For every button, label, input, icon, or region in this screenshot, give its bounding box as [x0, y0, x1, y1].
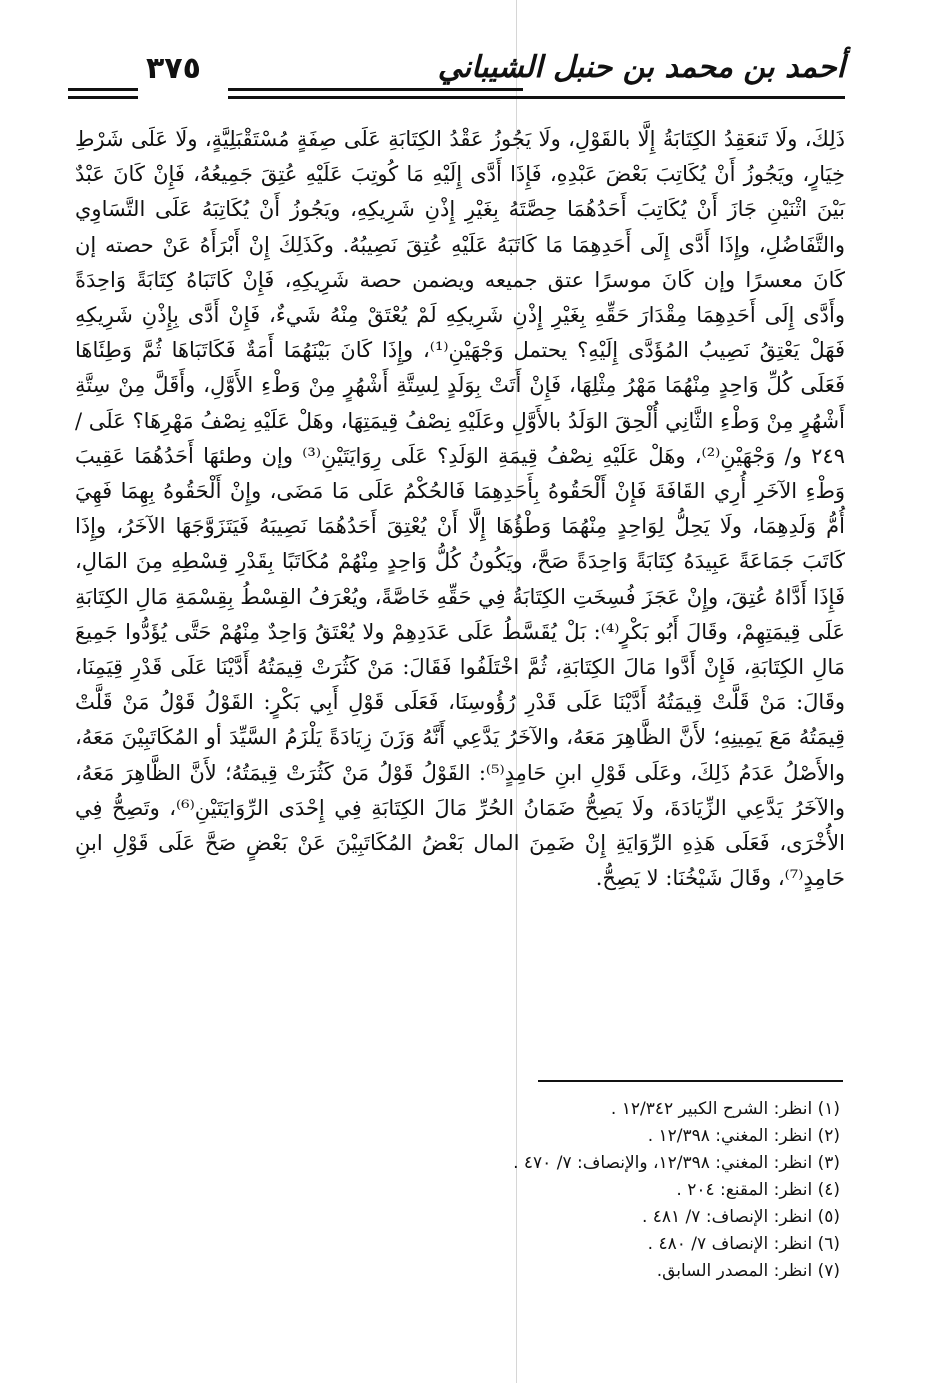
- header-rule-upper: [228, 88, 523, 91]
- footnote-6: (٦) انظر: الإنصاف ٧/ ٤٨٠ .: [647, 1234, 840, 1254]
- header-rule-left-lower: [68, 96, 138, 99]
- main-text-block: [75, 122, 845, 896]
- footnote-1: (١) انظر: الشرح الكبير ١٢/٣٤٢ .: [610, 1099, 840, 1119]
- footnote-separator: [538, 1080, 843, 1082]
- footnote-5: (٥) انظر: الإنصاف: ٧/ ٤٨١ .: [641, 1207, 840, 1227]
- footnote-2: (٢) انظر: المغني: ١٢/٣٩٨ .: [647, 1126, 840, 1146]
- footnote-7: (٧) انظر: المصدر السابق.: [656, 1261, 840, 1281]
- main-paragraph: ذَلِكَ، ولَا تَنعَقِدُ الكِتَابَةُ إِلَّا بالقَوْلِ، ولَا يَجُوزُ عَقْدُ الكِتَابَةِ عَلَى صِفَةٍ مُسْتَقْبَلِيَّةٍ، ولَا عَلَى شَرْطِ خِيَارٍ، ويَجُوزُ أَنْ يُكَاتِبَ بَعْضَ عَبْدِهِ، فَإِذَا أَدَّى إِلَيْهِ مَا كُوتِبَ عَلَيْهِ عُتِقَ جَمِيعُهُ، فَإِنْ كَانَ عَبْدٌ بَيْنَ اثْنَيْنِ جَازَ أَنْ يُكَاتِبَ أَحَدُهُمَا حِصَّتَهُ بِغَيْرِ إِذْنِ شَرِيكِهِ، ويَجُوزُ أَنْ يُكَاتِبَهُ عَلَى التَّسَاوِي والتَّفَاضُلِ، وإِذَا أَدَّى إِلَى أَحَدِهِمَا مَا كَاتَبَهُ عَلَيْهِ عُتِقَ نَصِيبُهُ. وكَذَلِكَ إِنْ أَبْرَأَهُ عَنْ حصته إن كَانَ معسرًا وإن كَانَ موسرًا عتق جميعه ويضمن حصة شَرِيكِهِ، فَإِنْ كَاتَبَاهُ كِتَابَةً وَاحِدَةً وأَدَّى إِلَى أَحَدِهِمَا مِقْدَارَ حَقِّهِ بِغَيْرِ إِذْنِ شَرِيكِهِ لَمْ يُعْتَقْ مِنْهُ شَيءٌ، فَإِنْ أَدَّى بِإِذْنِ شَرِيكِهِ فَهَلْ يَعْتِقُ نَصِيبُ المُؤَدَّى إِلَيْهِ؟ يحتمل وَجْهَيْنِ⁽¹⁾، وإِذَا كَانَ بَيْنَهُمَا أَمَةٌ فَكَاتَبَاهَا ثُمَّ وَطِئَاهَا فَعَلَى كُلِّ وَاحِدٍ مِنْهُمَا مَهْرُ مِثْلِهَا، فَإِنْ أَتَتْ بِوَلَدٍ لِسِتَّةِ أَشْهُرٍ مِنْ وَطْءِ الأَوَّلِ، وأَقَلَّ مِنْ سِتَّةِ أَشْهُرٍ مِنْ وَطْءِ الثَّانِي أُلْحِقَ الوَلَدُ بالأَوَّلِ وعَلَيْهِ نِصْفُ قِيمَتِهَا، وهَلْ عَلَيْهِ نِصْفُ مَهْرِهَا؟ عَلَى / ٢٤٩ و/ وَجْهَيْنِ⁽²⁾، وهَلْ عَلَيْهِ نِصْفُ قِيمَةِ الوَلَدِ؟ عَلَى رِوَايَتَيْنِ⁽³⁾ وإن وطئهَا أَحَدُهُمَا عَقِيبَ وَطْءِ الآخَرِ أُرِي القَافَةَ فَإِنْ أَلْحَقُوهُ بِأَحَدِهِمَا فَالحُكْمُ عَلَى مَا مَضَى، وإِنْ أَلْحَقُوهُ بِهِمَا فَهِيَ أُمُّ وَلَدِهِمَا، ولَا يَحِلُّ لِوَاحِدٍ مِنْهُمَا وَطْؤُهَا إِلَّا أَنْ يُعْتِقَ أَحَدُهُمَا نَصِيبَهُ فَيَتَزَوَّجَهَا الآخَرُ، وإِذَا كَاتَبَ جَمَاعَةً عَبِيدَهُ كِتَابَةً وَاحِدَةً صَحَّ، ويَكُونُ كُلُّ وَاحِدٍ مِنْهُمْ مُكَاتَبًا بِقَدْرِ قِسْطِهِ مِنَ المَالِ، فَإِذَا أَدَّاهُ عُتِقَ، وإِنْ عَجَزَ فُسِخَتِ الكِتَابَةُ فِي حَقِّهِ خَاصَّةً، ويُعْرَفُ القِسْطُ بِقِسْمَةِ مَالِ الكِتَابَةِ عَلَى قِيمَتِهِمْ، وقَالَ أَبُو بَكْرٍ⁽⁴⁾: بَلْ يُقَسَّطُ عَلَى عَدَدِهِمْ ولا يُعْتَقُ وَاحِدٌ مِنْهُمْ حَتَّى يُؤَدُّوا جَمِيعَ مَالِ الكِتَابَةِ، فَإِنْ أَدَّوا مَالَ الكِتَابَةِ، ثُمَّ اخْتَلَفُوا فَقَالَ: مَنْ كَثُرَتْ قِيمَتُهُ أَدَّيْنَا عَلَى قَدْرِ قِيَمِنَا، وقَالَ: مَنْ قَلَّتْ قِيمَتُهُ أَدَّيْنَا عَلَى قَدْرِ رُؤُوسِنَا، فَعَلَى قَوْلِ أَبِي بَكْرٍ: القَوْلُ قَوْلُ مَنْ قَلَّتْ قِيمَتُهُ مَعَ يَمِينِهِ؛ لأَنَّ الظَّاهِرَ مَعَهُ، والآخَرُ يَدَّعِي أَنَّهُ وَزَنَ زِيَادَةً يَلْزَمُ السَّيِّدَ أو المُكَاتَبِيْنَ مَعَهُ، والأَصْلُ عَدَمُ ذَلِكَ، وعَلَى قَوْلِ ابنِ حَامِدٍ⁽⁵⁾: القَوْلُ قَوْلُ مَنْ كَثُرَتْ قِيمَتُهُ؛ لأَنَّ الظَّاهِرَ مَعَهُ، والآخَرُ يَدَّعِي الزِّيَادَةَ، ولَا يَصِحُّ ضَمَانُ الحُرِّ مَالَ الكِتَابَةِ فِي إِحْدَى الرِّوَايَتَيْنِ⁽⁶⁾، وتَصِحُّ فِي الأُخْرَى، فَعَلَى هَذِهِ الرِّوَايَةِ إِنْ ضَمِنَ المال بَعْضُ المُكَاتَبِيْنَ عَنْ بَعْضٍ صَحَّ عَلَى قَوْلِ ابنِ حَامِدٍ⁽⁷⁾، وقَالَ شَيْخُنَا: لا يَصِحُّ.: [75, 127, 845, 891]
- header-rule-left-upper: [68, 88, 138, 91]
- page-number: ٣٧٥: [146, 51, 201, 86]
- header-rule-lower: [228, 96, 845, 99]
- header-title: أحمد بن محمد بن حنبل الشيباني: [437, 50, 845, 85]
- footnotes: [280, 1096, 840, 1285]
- footnote-4: (٤) انظر: المقنع: ٢٠٤ .: [676, 1180, 840, 1200]
- running-header: [60, 48, 845, 108]
- footnote-3: (٣) انظر: المغني: ١٢/٣٩٨، والإنصاف: ٧/ ٤٧٠ .: [513, 1153, 840, 1173]
